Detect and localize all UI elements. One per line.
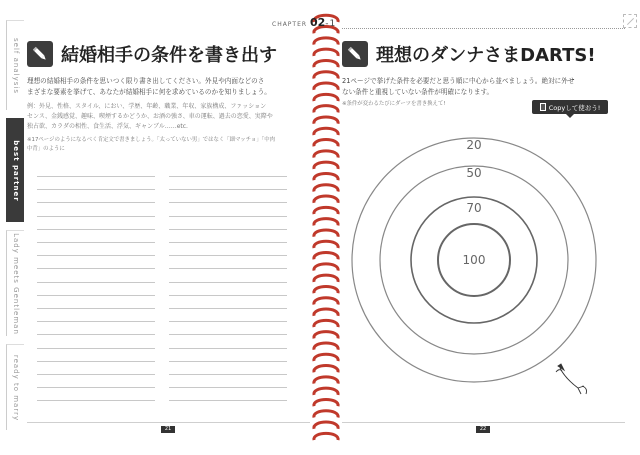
spiral-coil xyxy=(314,106,338,113)
side-tab-self-analysis[interactable] xyxy=(6,20,24,110)
spiral-coil xyxy=(314,366,338,373)
spiral-coil xyxy=(314,162,338,169)
writing-column-right[interactable] xyxy=(169,164,287,404)
tip-text: ※条件が変わるたびにダーツを書き換えて! xyxy=(342,101,446,107)
writing-line[interactable] xyxy=(37,242,155,243)
note-line: ※17ページのようになるべく肯定文で書きましょう。「太っていない男」ではなく「細マッチョ」「中肉 xyxy=(27,137,276,143)
page-footer-rule xyxy=(27,422,310,423)
intro-line: まざまな要素を挙げて、あなたが結婚相手に何を求めているのかを知りましょう。 xyxy=(27,87,271,96)
writing-line[interactable] xyxy=(169,374,287,375)
note-text xyxy=(27,136,275,154)
writing-line[interactable] xyxy=(169,308,287,309)
chapter-number: 02 xyxy=(309,16,326,29)
writing-line[interactable] xyxy=(37,202,155,203)
side-tab-label: ready to marry xyxy=(11,354,20,421)
writing-line[interactable] xyxy=(37,400,155,401)
dartboard[interactable] xyxy=(342,120,612,400)
spiral-coil xyxy=(314,411,338,418)
intro-text xyxy=(342,76,574,97)
writing-line[interactable] xyxy=(37,361,155,362)
corner-cut-mark xyxy=(623,14,637,28)
spiral-coil xyxy=(314,140,338,147)
writing-line[interactable] xyxy=(37,308,155,309)
left-title-row xyxy=(27,38,277,70)
spiral-coil xyxy=(314,433,338,440)
writing-line[interactable] xyxy=(37,321,155,322)
writing-line[interactable] xyxy=(37,189,155,190)
side-tab-strip xyxy=(0,20,26,432)
dart-ring-label: 70 xyxy=(466,201,482,215)
page-number: 22 xyxy=(476,426,490,433)
side-tab-best-partner[interactable] xyxy=(6,118,24,222)
writing-line[interactable] xyxy=(169,189,287,190)
writing-line[interactable] xyxy=(37,268,155,269)
intro-line: ない条件と重視していない条件が明確になります。 xyxy=(342,87,494,96)
writing-line[interactable] xyxy=(169,242,287,243)
spiral-coil xyxy=(314,117,338,124)
writing-line[interactable] xyxy=(169,176,287,177)
spiral-coil xyxy=(314,94,338,101)
writing-line[interactable] xyxy=(169,295,287,296)
spiral-coil xyxy=(314,83,338,90)
spiral-coil xyxy=(314,253,338,260)
spiral-coil xyxy=(314,309,338,316)
spiral-coil xyxy=(314,173,338,180)
side-tab-label: Lady meets Gentleman xyxy=(11,232,20,335)
side-tab-ready-to-marry[interactable] xyxy=(6,344,24,430)
writing-line[interactable] xyxy=(37,295,155,296)
writing-line[interactable] xyxy=(169,400,287,401)
writing-lines[interactable] xyxy=(37,164,287,404)
writing-line[interactable] xyxy=(37,229,155,230)
writing-line[interactable] xyxy=(169,361,287,362)
spiral-coil xyxy=(314,72,338,79)
spiral-coil xyxy=(314,128,338,135)
writing-line[interactable] xyxy=(37,374,155,375)
writing-line[interactable] xyxy=(169,348,287,349)
writing-line[interactable] xyxy=(37,216,155,217)
writing-line[interactable] xyxy=(169,202,287,203)
chapter-prefix: CHAPTER xyxy=(272,21,308,28)
example-line: 例：外見、性格、スタイル、におい、学歴、年齢、職業、年収、家族構成、ファッション xyxy=(27,103,267,110)
example-line: センス、金銭感覚、趣味、喫煙するかどうか、お酒の強さ、車の運転、過去の恋愛、実際や xyxy=(27,113,273,120)
writing-line[interactable] xyxy=(37,176,155,177)
writing-line[interactable] xyxy=(169,268,287,269)
writing-line[interactable] xyxy=(169,334,287,335)
spiral-coil xyxy=(314,388,338,395)
spiral-coil xyxy=(314,422,338,429)
writing-line[interactable] xyxy=(169,229,287,230)
intro-text xyxy=(27,76,271,97)
spiral-coil xyxy=(314,230,338,237)
spiral-coil xyxy=(314,399,338,406)
writing-line[interactable] xyxy=(169,216,287,217)
pencil-icon xyxy=(342,41,368,67)
example-text xyxy=(27,102,273,132)
page-title: 理想のダンナさまDARTS! xyxy=(376,45,596,66)
right-title-row xyxy=(342,38,596,70)
spiral-coil xyxy=(314,354,338,361)
writing-line[interactable] xyxy=(169,321,287,322)
spiral-binding xyxy=(310,8,342,448)
writing-line[interactable] xyxy=(37,348,155,349)
chapter-divider xyxy=(342,28,625,29)
writing-line[interactable] xyxy=(169,387,287,388)
writing-line[interactable] xyxy=(37,282,155,283)
spiral-coil xyxy=(314,60,338,67)
writing-column-left[interactable] xyxy=(37,164,155,404)
note-line: 中背」のように xyxy=(27,146,65,152)
intro-line: 理想の結婚相手の条件を思いつく限り書き出してください。外見や内面などのさ xyxy=(27,77,265,85)
spiral-coil xyxy=(314,332,338,339)
spiral-coil xyxy=(314,185,338,192)
spiral-coil xyxy=(314,343,338,350)
spiral-coil xyxy=(314,264,338,271)
writing-line[interactable] xyxy=(169,255,287,256)
writing-line[interactable] xyxy=(37,255,155,256)
spiral-coil xyxy=(314,49,338,56)
side-tab-lady-meets-gentleman[interactable] xyxy=(6,230,24,336)
page-footer-rule xyxy=(342,422,625,423)
writing-line[interactable] xyxy=(37,387,155,388)
spiral-coil xyxy=(314,196,338,203)
document-icon xyxy=(540,103,546,111)
spiral-coil xyxy=(314,377,338,384)
page-title: 結婚相手の条件を書き出す xyxy=(61,45,277,66)
side-tab-label: self analysis xyxy=(11,37,20,94)
chapter-label xyxy=(272,16,336,29)
writing-line[interactable] xyxy=(169,282,287,283)
spiral-coil xyxy=(314,241,338,248)
page-number: 21 xyxy=(161,426,175,433)
spiral-coil xyxy=(314,286,338,293)
dart-ring-label: 50 xyxy=(466,166,482,180)
spiral-coil xyxy=(314,275,338,282)
spiral-coil xyxy=(314,219,338,226)
side-tab-label: best partner xyxy=(11,139,20,202)
spiral-coil xyxy=(314,151,338,158)
chapter-sub: -1 xyxy=(325,19,337,29)
spiral-coil xyxy=(314,207,338,214)
spiral-coil xyxy=(314,298,338,305)
example-line: 独占欲、カラダの相性、食生活、浮気、ギャンブル……etc. xyxy=(27,123,188,130)
left-page xyxy=(27,14,310,440)
intro-line: 21ページで挙げた条件を必要だと思う順に中心から並べましょう。絶対に外せ xyxy=(342,77,575,85)
writing-line[interactable] xyxy=(37,334,155,335)
dart-ring-label: 100 xyxy=(462,253,486,267)
copy-button[interactable] xyxy=(532,100,608,114)
spiral-coil xyxy=(314,38,338,45)
pencil-icon xyxy=(27,41,53,67)
dart-arrow-icon xyxy=(556,364,587,394)
dart-ring-label: 20 xyxy=(466,138,482,152)
spiral-coil xyxy=(314,320,338,327)
copy-button-label: Copyして使おう! xyxy=(548,103,601,112)
